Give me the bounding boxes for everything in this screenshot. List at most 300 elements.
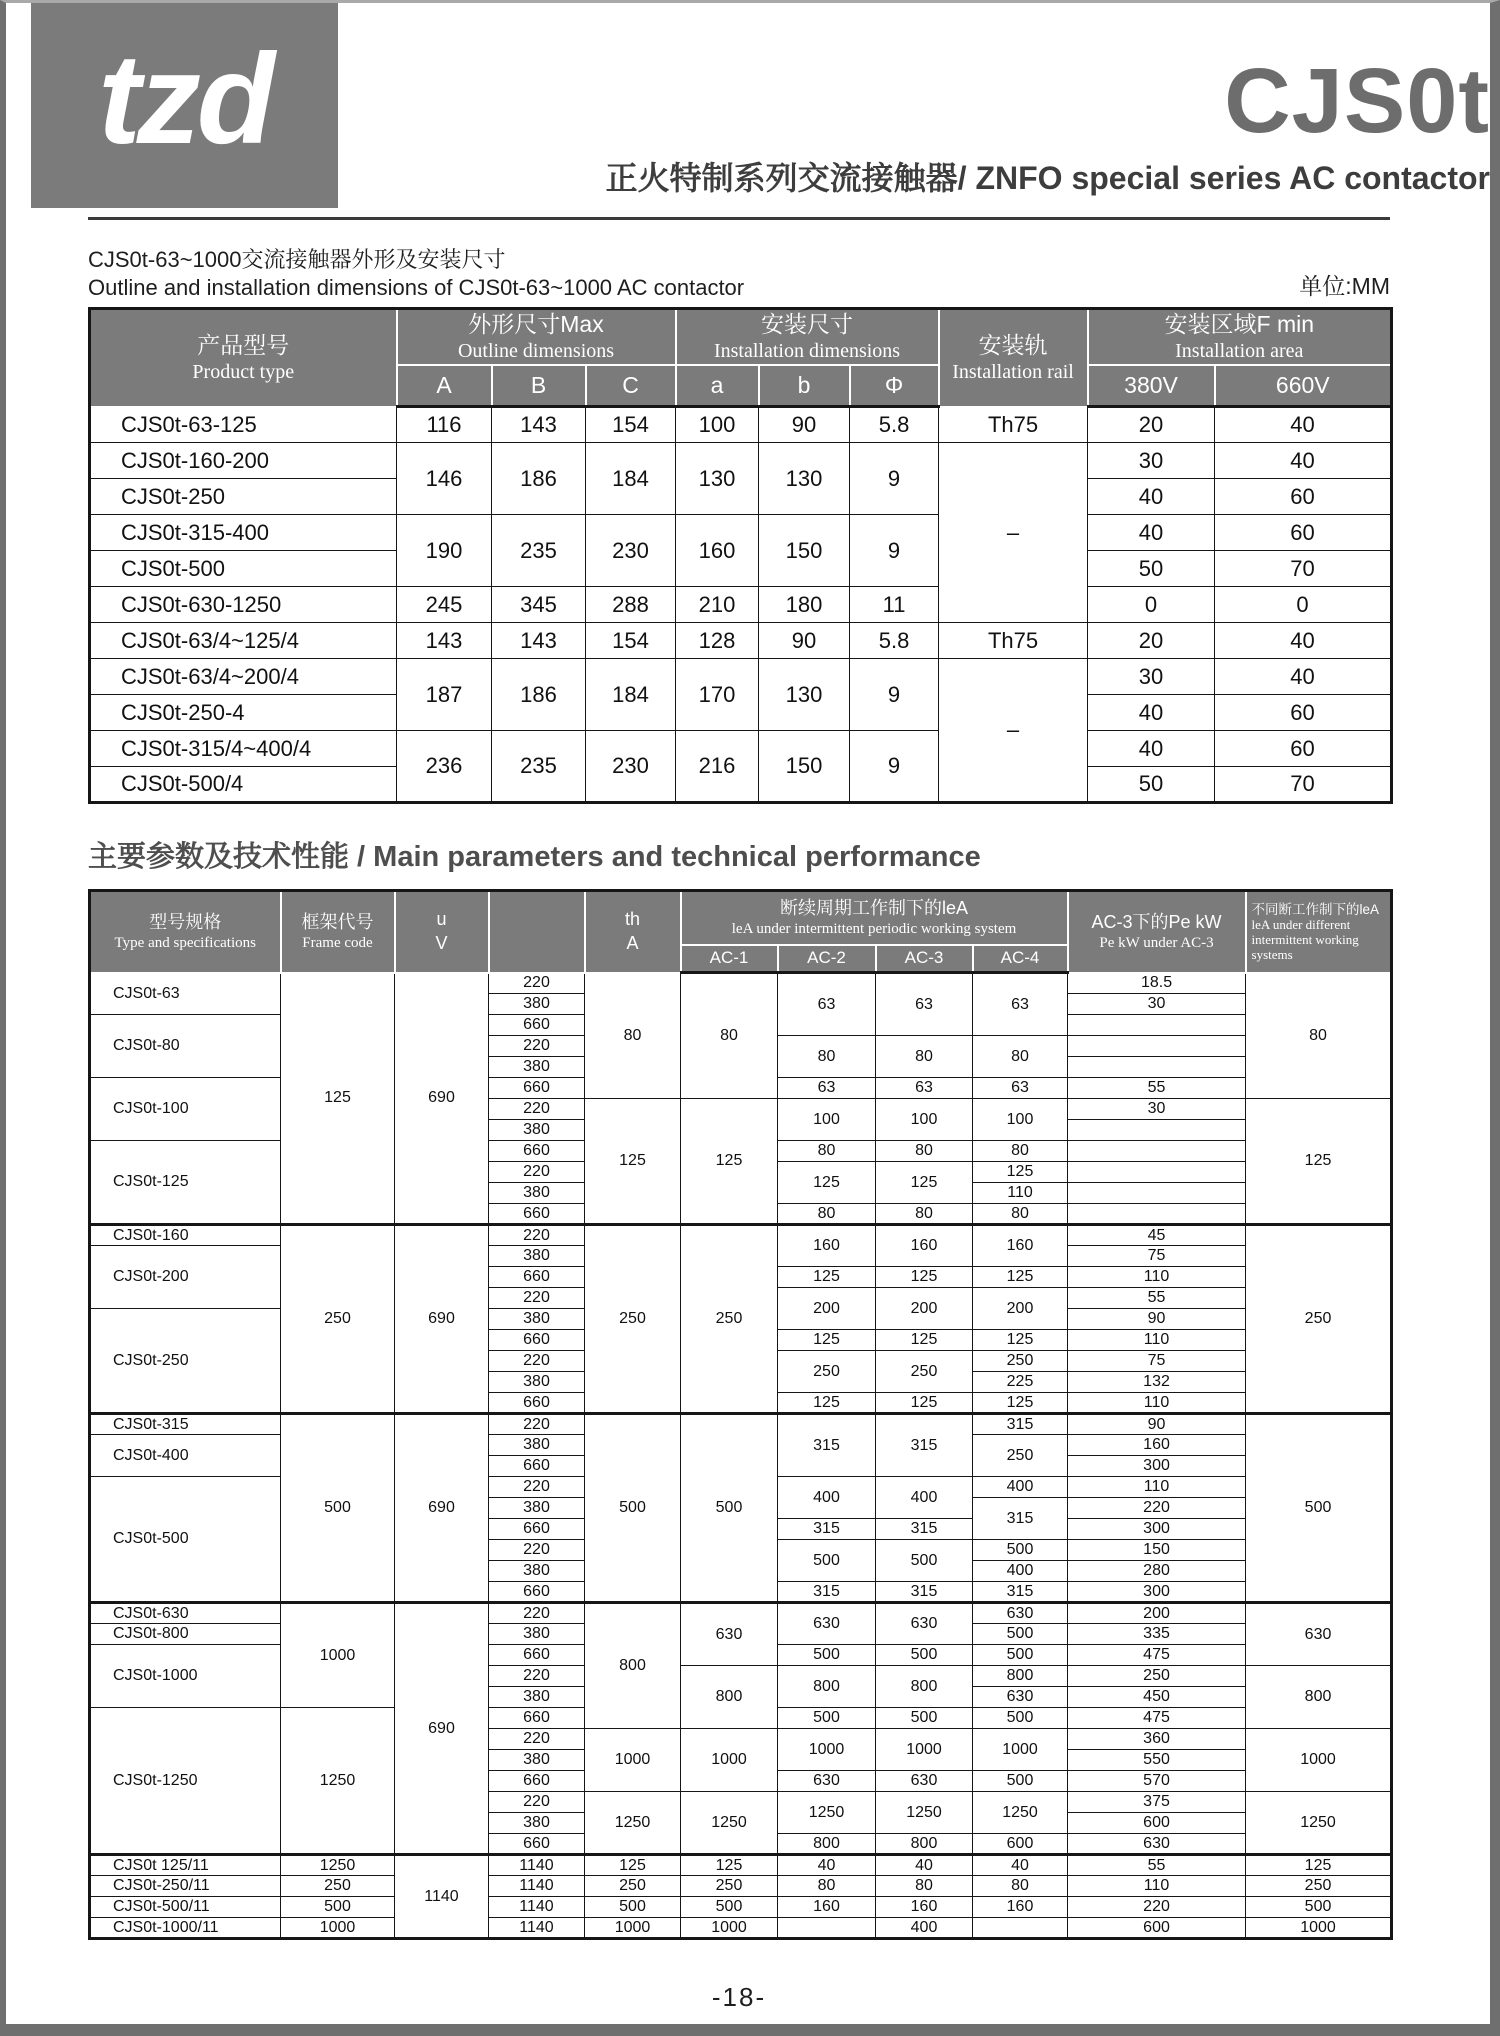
cell: 250 (585, 1876, 681, 1897)
cell: 30 (1068, 1099, 1246, 1120)
cell: 0 (1088, 587, 1215, 623)
cell: 125 (1246, 1855, 1392, 1876)
cell: 235 (492, 515, 586, 587)
cell: 110 (1068, 1477, 1246, 1498)
cell: 125 (876, 1267, 973, 1288)
cell: 5.8 (850, 407, 939, 443)
page-subtitle: 正火特制系列交流接触器/ ZNFO special series AC contactor (605, 160, 1490, 196)
header-cell (281, 891, 395, 973)
cell: 40 (1215, 659, 1392, 695)
cell: 90 (1068, 1309, 1246, 1330)
cell: 500 (973, 1708, 1068, 1729)
header-cell: AC-3 (876, 945, 973, 973)
cell: 220 (489, 1729, 585, 1750)
header-divider (88, 217, 1390, 220)
cell: 315 (778, 1582, 876, 1603)
cell: CJS0t-250-4 (90, 695, 397, 731)
cell: 160 (676, 515, 759, 587)
cell: 250 (778, 1351, 876, 1393)
cell: 400 (876, 1918, 973, 1939)
cell: 380 (489, 1120, 585, 1141)
cell: 800 (778, 1666, 876, 1708)
cell (778, 1918, 876, 1939)
table-row (90, 1897, 1392, 1918)
header-cell-line: Product type (192, 361, 295, 384)
cell: 250 (1246, 1225, 1392, 1414)
cell: 125 (585, 1855, 681, 1876)
cell: 315 (778, 1519, 876, 1540)
cell: 315 (973, 1414, 1068, 1435)
cell: 1000 (585, 1918, 681, 1939)
cell: 30 (1068, 994, 1246, 1015)
cell: 250 (281, 1876, 395, 1897)
cell: CJS0t-500 (90, 551, 397, 587)
cell: 250 (681, 1225, 778, 1414)
header-cell (1068, 891, 1246, 973)
header-cell: a (676, 365, 759, 407)
cell: 200 (973, 1288, 1068, 1330)
cell: 660 (489, 1141, 585, 1162)
cell: 190 (397, 515, 492, 587)
cell: 1140 (489, 1855, 585, 1876)
dimensions-table-titles (88, 246, 744, 301)
cell: 300 (1068, 1582, 1246, 1603)
cell: 220 (489, 1351, 585, 1372)
cell: CJS0t-63/4~200/4 (90, 659, 397, 695)
cell: 550 (1068, 1750, 1246, 1771)
cell: 475 (1068, 1645, 1246, 1666)
cell: 80 (681, 973, 778, 1099)
cell: CJS0t-500/4 (90, 767, 397, 803)
cell: 125 (585, 1099, 681, 1225)
cell: CJS0t-125 (90, 1141, 281, 1225)
cell: 63 (876, 1078, 973, 1099)
cell: 50 (1088, 767, 1215, 803)
cell: 280 (1068, 1561, 1246, 1582)
cell: 9 (850, 515, 939, 587)
table-row (90, 443, 1392, 479)
cell: 300 (1068, 1519, 1246, 1540)
cell: CJS0t 125/11 (90, 1855, 281, 1876)
header-cell-line: Installation dimensions (713, 340, 901, 363)
cell: 11 (850, 587, 939, 623)
dimensions-table (88, 307, 1393, 804)
cell: 345 (492, 587, 586, 623)
cell: 660 (489, 1078, 585, 1099)
cell: 40 (1215, 407, 1392, 443)
cell: 1250 (585, 1792, 681, 1855)
cell: 660 (489, 1330, 585, 1351)
cell (973, 1918, 1068, 1939)
cell: 400 (778, 1477, 876, 1519)
table-row (90, 1414, 1392, 1435)
cell: 315 (876, 1582, 973, 1603)
cell: 660 (489, 1834, 585, 1855)
cell: 500 (1246, 1897, 1392, 1918)
header-cell-line: systems (1251, 946, 1293, 962)
cell: 160 (778, 1225, 876, 1267)
cell: 186 (492, 443, 586, 515)
cell: 60 (1215, 479, 1392, 515)
header-cell (90, 891, 281, 973)
cell: 146 (397, 443, 492, 515)
cell: 1140 (489, 1876, 585, 1897)
cell: 220 (489, 1666, 585, 1687)
cell: 130 (759, 443, 850, 515)
cell: 160 (778, 1897, 876, 1918)
header-cell-line: Frame code (302, 934, 373, 951)
cell: 125 (778, 1330, 876, 1351)
cell: 80 (778, 1036, 876, 1078)
cell: 660 (489, 1015, 585, 1036)
cell: CJS0t-315/4~400/4 (90, 731, 397, 767)
cell: 236 (397, 731, 492, 803)
brand-logo (31, 3, 338, 208)
cell: 100 (973, 1099, 1068, 1141)
cell: 475 (1068, 1708, 1246, 1729)
cell: 1000 (1246, 1918, 1392, 1939)
cell: 250 (1068, 1666, 1246, 1687)
table-row (90, 1876, 1392, 1897)
cell: 60 (1215, 731, 1392, 767)
header-cell (1088, 309, 1392, 365)
cell: CJS0t-200 (90, 1246, 281, 1309)
cell: CJS0t-315 (90, 1414, 281, 1435)
cell: 40 (1088, 479, 1215, 515)
cell: 125 (778, 1267, 876, 1288)
cell: 80 (973, 1204, 1068, 1225)
cell: 110 (1068, 1393, 1246, 1414)
header-cell-line: Installation area (1175, 340, 1304, 363)
cell: 40 (1215, 443, 1392, 479)
table-row (90, 731, 1392, 767)
cell: 20 (1088, 623, 1215, 659)
cell: 5.8 (850, 623, 939, 659)
cell: 250 (876, 1351, 973, 1393)
cell: 1250 (876, 1792, 973, 1834)
header-cell-line: 产品型号 (197, 332, 290, 359)
cell: 9 (850, 659, 939, 731)
cell: CJS0t-500 (90, 1477, 281, 1603)
cell: 160 (973, 1225, 1068, 1267)
cell: 125 (876, 1162, 973, 1204)
cell: 380 (489, 994, 585, 1015)
cell: 1250 (778, 1792, 876, 1834)
cell: 200 (1068, 1603, 1246, 1624)
cell: 380 (489, 1435, 585, 1456)
cell (1068, 1183, 1246, 1204)
cell: CJS0t-1000 (90, 1645, 281, 1708)
page-header (6, 3, 1490, 208)
cell: 143 (492, 407, 586, 443)
cell: 800 (681, 1666, 778, 1729)
cell: 500 (876, 1708, 973, 1729)
cell: 630 (973, 1687, 1068, 1708)
cell: CJS0t-63-125 (90, 407, 397, 443)
table-row (90, 659, 1392, 695)
cell: 150 (759, 731, 850, 803)
cell: CJS0t-400 (90, 1435, 281, 1477)
cell: 132 (1068, 1372, 1246, 1393)
cell: 225 (973, 1372, 1068, 1393)
cell: CJS0t-160-200 (90, 443, 397, 479)
cell: 250 (973, 1351, 1068, 1372)
cell: 130 (676, 443, 759, 515)
cell: 143 (397, 623, 492, 659)
cell: 335 (1068, 1624, 1246, 1645)
cell: 210 (676, 587, 759, 623)
cell: 80 (585, 973, 681, 1099)
header-cell-line: 外形尺寸Max (468, 311, 604, 338)
cell: 150 (1068, 1540, 1246, 1561)
cell: 500 (778, 1708, 876, 1729)
header-cell: b (759, 365, 850, 407)
cell: 380 (489, 1309, 585, 1330)
cell: 80 (1246, 973, 1392, 1099)
cell: 220 (1068, 1897, 1246, 1918)
cell: 154 (586, 407, 676, 443)
cell: CJS0t-800 (90, 1624, 281, 1645)
table-row (90, 1918, 1392, 1939)
cell: 220 (489, 1792, 585, 1813)
table-row (90, 973, 1392, 994)
cell: 125 (1246, 1099, 1392, 1225)
header-cell-line: V (435, 932, 448, 953)
cell: 800 (1246, 1666, 1392, 1729)
header-cell-line: 安装轨 (978, 332, 1048, 359)
cell: 315 (778, 1414, 876, 1477)
cell: 220 (489, 1477, 585, 1498)
cell: CJS0t-1250 (90, 1708, 281, 1855)
cell: 154 (586, 623, 676, 659)
cell: 80 (876, 1141, 973, 1162)
cell: 1000 (681, 1729, 778, 1792)
header-cell-line: intermittent working (1251, 932, 1359, 948)
table-row (90, 1855, 1392, 1876)
cell: 630 (681, 1603, 778, 1666)
cell: 55 (1068, 1855, 1246, 1876)
cell: CJS0t-80 (90, 1015, 281, 1078)
cell: 660 (489, 1519, 585, 1540)
cell: 380 (489, 1057, 585, 1078)
cell: 380 (489, 1750, 585, 1771)
cell: 630 (1068, 1834, 1246, 1855)
cell: 380 (489, 1561, 585, 1582)
cell: 220 (489, 1099, 585, 1120)
dimensions-table-caption (88, 246, 1390, 301)
cell: 500 (281, 1897, 395, 1918)
cell: 125 (973, 1267, 1068, 1288)
cell: CJS0t-63 (90, 973, 281, 1015)
cell: – (939, 443, 1088, 623)
cell (1068, 1162, 1246, 1183)
cell: 200 (876, 1288, 973, 1330)
cell: 70 (1215, 767, 1392, 803)
cell: CJS0t-250 (90, 1309, 281, 1414)
cell (1068, 1141, 1246, 1162)
header-cell (585, 891, 681, 973)
header-cell-line: 框架代号 (301, 912, 374, 933)
cell: 40 (876, 1855, 973, 1876)
header-cell: A (397, 365, 492, 407)
cell: 660 (489, 1645, 585, 1666)
cell: 184 (586, 443, 676, 515)
cell: 250 (1246, 1876, 1392, 1897)
cell: 80 (778, 1204, 876, 1225)
cell: 216 (676, 731, 759, 803)
header-cell-line: 型号规格 (149, 912, 222, 933)
cell: 800 (876, 1834, 973, 1855)
cell: 80 (973, 1876, 1068, 1897)
cell: 300 (1068, 1456, 1246, 1477)
header-cell-line: u (436, 909, 447, 930)
cell: 315 (876, 1519, 973, 1540)
header-cell (395, 891, 489, 973)
cell: 660 (489, 1708, 585, 1729)
cell: 660 (489, 1393, 585, 1414)
cell: 150 (759, 515, 850, 587)
cell: 245 (397, 587, 492, 623)
cell: 600 (1068, 1918, 1246, 1939)
header-cell-line: AC-3下的Pe kW (1091, 912, 1222, 933)
cell: 125 (681, 1855, 778, 1876)
cell: Th75 (939, 623, 1088, 659)
cell: CJS0t-250/11 (90, 1876, 281, 1897)
cell: 800 (585, 1603, 681, 1729)
cell: 660 (489, 1456, 585, 1477)
cell: 1140 (489, 1918, 585, 1939)
cell: 90 (759, 407, 850, 443)
cell: 660 (489, 1267, 585, 1288)
cell: 186 (492, 659, 586, 731)
cell: CJS0t-315-400 (90, 515, 397, 551)
cell: 400 (973, 1561, 1068, 1582)
cell: 80 (973, 1141, 1068, 1162)
cell: 125 (973, 1162, 1068, 1183)
header-cell: AC-4 (973, 945, 1068, 973)
cell: 125 (778, 1162, 876, 1204)
cell: 75 (1068, 1246, 1246, 1267)
cell: 90 (759, 623, 850, 659)
cell: 570 (1068, 1771, 1246, 1792)
cell: 220 (489, 1603, 585, 1624)
cell: 1250 (281, 1708, 395, 1855)
cell: 380 (489, 1246, 585, 1267)
cell: 70 (1215, 551, 1392, 587)
cell: CJS0t-500/11 (90, 1897, 281, 1918)
cell: 500 (876, 1540, 973, 1582)
dimensions-title-zh: CJS0t-63~1000交流接触器外形及安装尺寸 (88, 247, 506, 272)
cell: CJS0t-250 (90, 479, 397, 515)
cell: 170 (676, 659, 759, 731)
cell: 110 (1068, 1876, 1246, 1897)
cell: 200 (778, 1288, 876, 1330)
cell: 63 (973, 973, 1068, 1036)
cell: 500 (681, 1414, 778, 1603)
table-row (90, 1603, 1392, 1624)
cell (1068, 1120, 1246, 1141)
cell: 110 (973, 1183, 1068, 1204)
table-row (90, 515, 1392, 551)
cell: 400 (876, 1477, 973, 1519)
cell: 230 (586, 731, 676, 803)
cell: 116 (397, 407, 492, 443)
dimensions-title-en: Outline and installation dimensions of CJS0t-63~1000 AC contactor (88, 274, 745, 300)
cell: 40 (1088, 731, 1215, 767)
header-cell-line: leA under different (1251, 917, 1351, 933)
cell: 500 (1246, 1414, 1392, 1603)
cell: 20 (1088, 407, 1215, 443)
cell: 600 (973, 1834, 1068, 1855)
cell: 360 (1068, 1729, 1246, 1750)
cell: 500 (281, 1414, 395, 1603)
cell: 630 (778, 1603, 876, 1645)
cell: 315 (973, 1582, 1068, 1603)
title-block (338, 3, 1490, 199)
header-cell-line: Pe kW under AC-3 (1099, 934, 1214, 951)
page-content (6, 217, 1490, 2013)
cell: 1000 (681, 1918, 778, 1939)
header-cell-line: 断续周期工作制下的leA (780, 898, 969, 919)
cell: 100 (876, 1099, 973, 1141)
brand-logo-text: tzd (98, 28, 271, 171)
cell: 90 (1068, 1414, 1246, 1435)
header-cell (939, 309, 1088, 407)
cell: 660 (489, 1582, 585, 1603)
cell: 500 (585, 1414, 681, 1603)
cell: 690 (395, 973, 489, 1225)
cell: 160 (973, 1897, 1068, 1918)
table-row (90, 587, 1392, 623)
cell: 1000 (973, 1729, 1068, 1771)
cell: 1000 (281, 1918, 395, 1939)
cell: 1000 (281, 1603, 395, 1708)
cell: 1250 (973, 1792, 1068, 1834)
cell: 63 (876, 973, 973, 1036)
cell: 110 (1068, 1267, 1246, 1288)
cell: 288 (586, 587, 676, 623)
cell: 630 (876, 1771, 973, 1792)
table-row (90, 407, 1392, 443)
cell: 1000 (876, 1729, 973, 1771)
cell: CJS0t-100 (90, 1078, 281, 1141)
cell: 110 (1068, 1330, 1246, 1351)
header-cell: 660V (1215, 365, 1392, 407)
header-cell: AC-2 (778, 945, 876, 973)
cell: 690 (395, 1603, 489, 1855)
cell: 250 (585, 1225, 681, 1414)
cell: 30 (1088, 659, 1215, 695)
cell: 80 (778, 1876, 876, 1897)
cell: 63 (778, 973, 876, 1036)
cell: 315 (973, 1498, 1068, 1540)
cell: 9 (850, 731, 939, 803)
unit-label: 单位:MM (1299, 273, 1390, 299)
cell: 235 (492, 731, 586, 803)
cell: 45 (1068, 1225, 1246, 1246)
header-cell-line: 安装尺寸 (761, 311, 854, 338)
cell: 500 (876, 1645, 973, 1666)
cell: 1250 (681, 1792, 778, 1855)
cell: 1140 (395, 1855, 489, 1939)
cell: 220 (489, 973, 585, 994)
cell: 220 (489, 1540, 585, 1561)
header-cell-line: leA under intermittent periodic working system (731, 920, 1017, 937)
cell: 1250 (1246, 1792, 1392, 1855)
cell: 180 (759, 587, 850, 623)
cell: 380 (489, 1183, 585, 1204)
cell (1068, 1057, 1246, 1078)
